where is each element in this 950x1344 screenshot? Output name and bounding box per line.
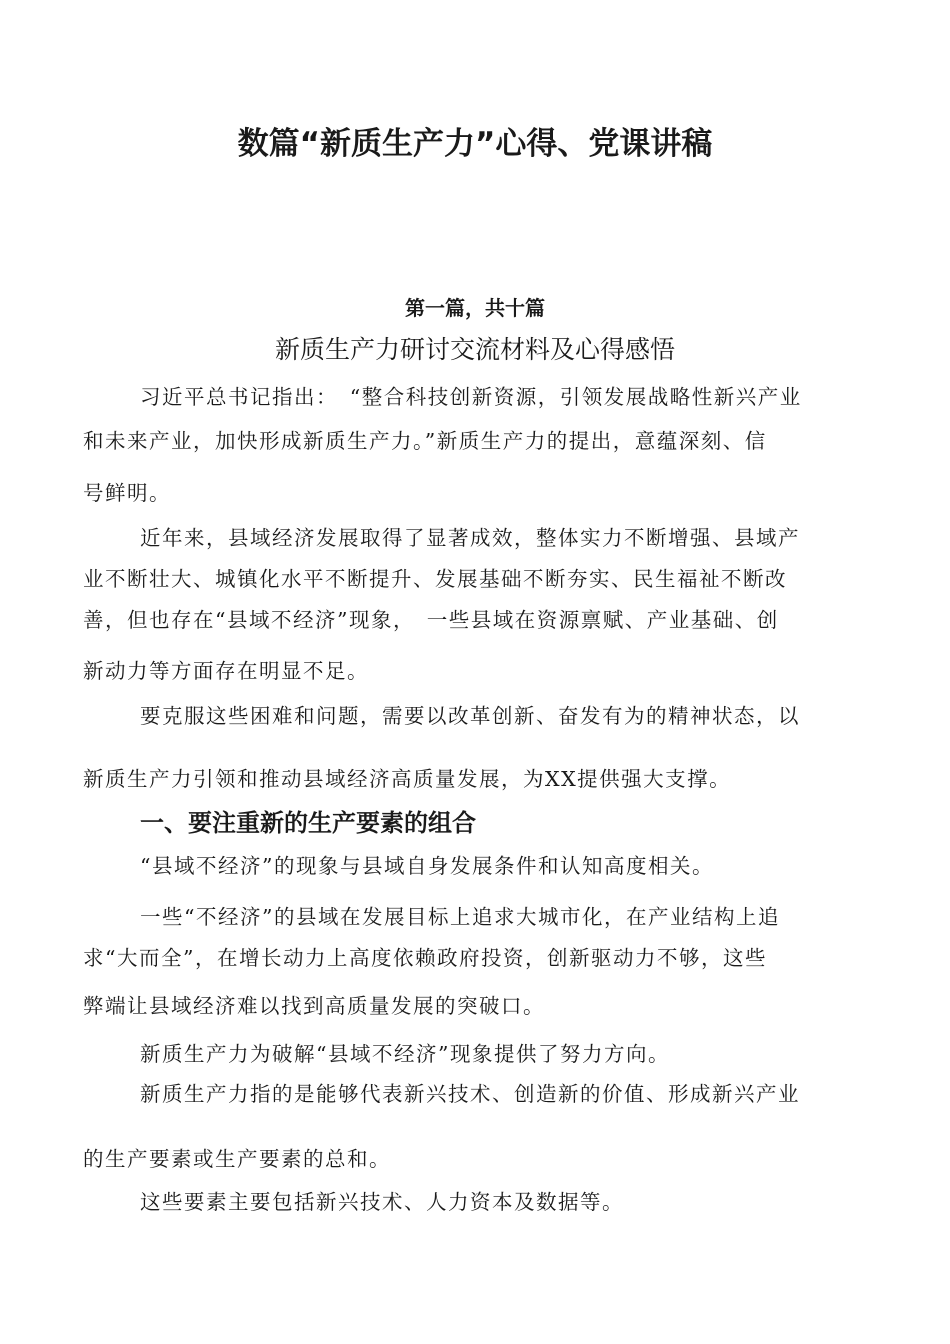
paragraph-line: 习近平总书记指出： “整合科技创新资源，引领发展战略性新兴产业 — [140, 385, 802, 409]
paragraph-line: “县域不经济”的现象与县域自身发展条件和认知高度相关。 — [140, 854, 714, 878]
paragraph-line: 新质生产力为破解“县域不经济”现象提供了努力方向。 — [140, 1042, 670, 1066]
section-heading: 一、要注重新的生产要素的组合 — [140, 809, 476, 837]
paragraph-line: 新动力等方面存在明显不足。 — [83, 659, 369, 683]
paragraph-line: 这些要素主要包括新兴技术、人力资本及数据等。 — [140, 1190, 624, 1214]
paragraph-line: 一些“不经济”的县域在发展目标上追求大城市化，在产业结构上追 — [140, 905, 780, 929]
paragraph-line: 求“大而全”，在增长动力上高度依赖政府投资，创新驱动力不够，这些 — [83, 946, 767, 970]
paragraph-line: 弊端让县域经济难以找到高质量发展的突破口。 — [83, 994, 545, 1018]
document-subhead: 第一篇，共十篇 — [405, 296, 545, 320]
paragraph-line: 的生产要素或生产要素的总和。 — [83, 1147, 391, 1171]
paragraph-line: 近年来，县域经济发展取得了显著成效，整体实力不断增强、县域产 — [140, 526, 800, 550]
paragraph-line: 和未来产业，加快形成新质生产力。”新质生产力的提出，意蕴深刻、信 — [83, 429, 767, 453]
paragraph-line: 要克服这些困难和问题，需要以改革创新、奋发有为的精神状态，以 — [140, 704, 800, 728]
paragraph-line: 新质生产力引领和推动县域经济高质量发展，为XX提供强大支撑。 — [83, 767, 732, 791]
paragraph-line: 业不断壮大、城镇化水平不断提升、发展基础不断夯实、民生福祉不断改 — [83, 567, 787, 591]
document-subtitle: 新质生产力研讨交流材料及心得感悟 — [274, 335, 675, 364]
paragraph-line: 号鲜明。 — [83, 481, 171, 505]
paragraph-line: 新质生产力指的是能够代表新兴技术、创造新的价值、形成新兴产业 — [140, 1082, 800, 1106]
document-title: 数篇“新质生产力”心得、党课讲稿 — [237, 126, 713, 162]
paragraph-line: 善，但也存在“县域不经济”现象， 一些县域在资源禀赋、产业基础、创 — [83, 608, 779, 632]
